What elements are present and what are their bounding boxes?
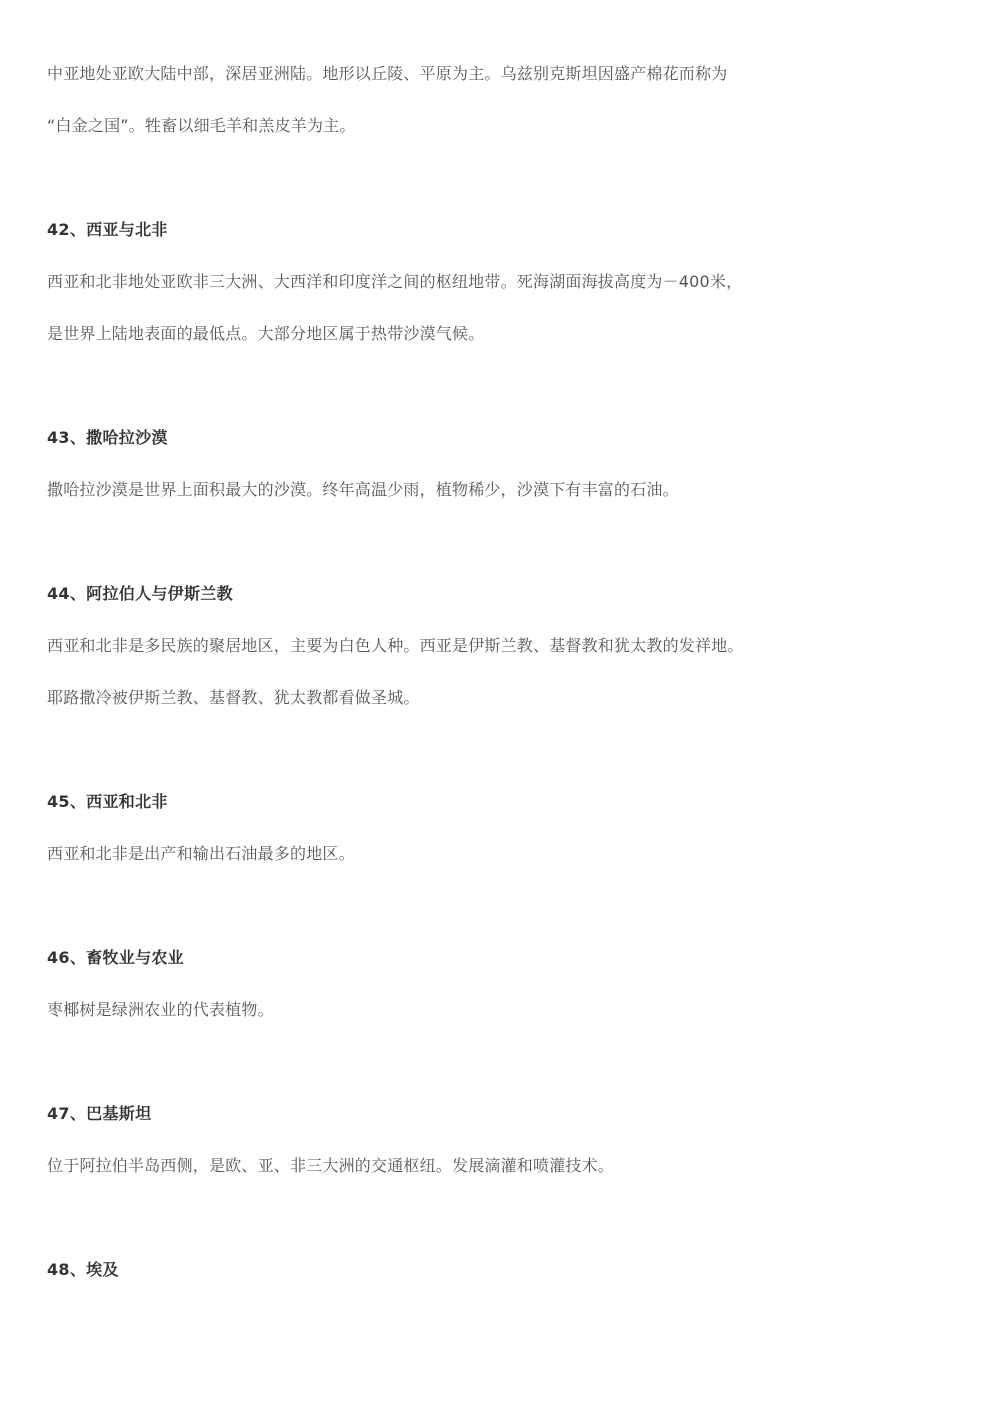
section-47-line-1: 位于阿拉伯半岛西侧，是欧、亚、非三大洲的交通枢纽。发展滴灌和喷灌技术。 (47, 1156, 615, 1175)
section-42-line-2: 是世界上陆地表面的最低点。大部分地区属于热带沙漠气候。 (47, 324, 485, 343)
section-heading-43: 43、撒哈拉沙漠 (47, 428, 168, 447)
section-42-line-1: 西亚和北非地处亚欧非三大洲、大西洋和印度洋之间的枢纽地带。死海湖面海拔高度为－400米， (47, 272, 743, 291)
section-43-line-1: 撒哈拉沙漠是世界上面积最大的沙漠。终年高温少雨，植物稀少，沙漠下有丰富的石油。 (47, 480, 679, 499)
section-44-line-1: 西亚和北非是多民族的聚居地区，主要为白色人种。西亚是伊斯兰教、基督教和犹太教的发祥地。 (47, 636, 744, 655)
section-heading-46: 46、畜牧业与农业 (47, 948, 184, 967)
intro-line-1: 中亚地处亚欧大陆中部，深居亚洲陆。地形以丘陵、平原为主。乌兹别克斯坦因盛产棉花而称为 (47, 64, 728, 83)
section-heading-44: 44、阿拉伯人与伊斯兰教 (47, 584, 233, 603)
section-46-line-1: 枣椰树是绿洲农业的代表植物。 (47, 1000, 274, 1019)
section-heading-42: 42、西亚与北非 (47, 220, 168, 239)
intro-line-2: “白金之国”。牲畜以细毛羊和羔皮羊为主。 (47, 116, 356, 135)
section-heading-47: 47、巴基斯坦 (47, 1104, 152, 1123)
section-45-line-1: 西亚和北非是出产和输出石油最多的地区。 (47, 844, 355, 863)
section-heading-45: 45、西亚和北非 (47, 792, 168, 811)
section-heading-48: 48、埃及 (47, 1260, 119, 1279)
section-44-line-2: 耶路撒冷被伊斯兰教、基督教、犹太教都看做圣城。 (47, 688, 420, 707)
